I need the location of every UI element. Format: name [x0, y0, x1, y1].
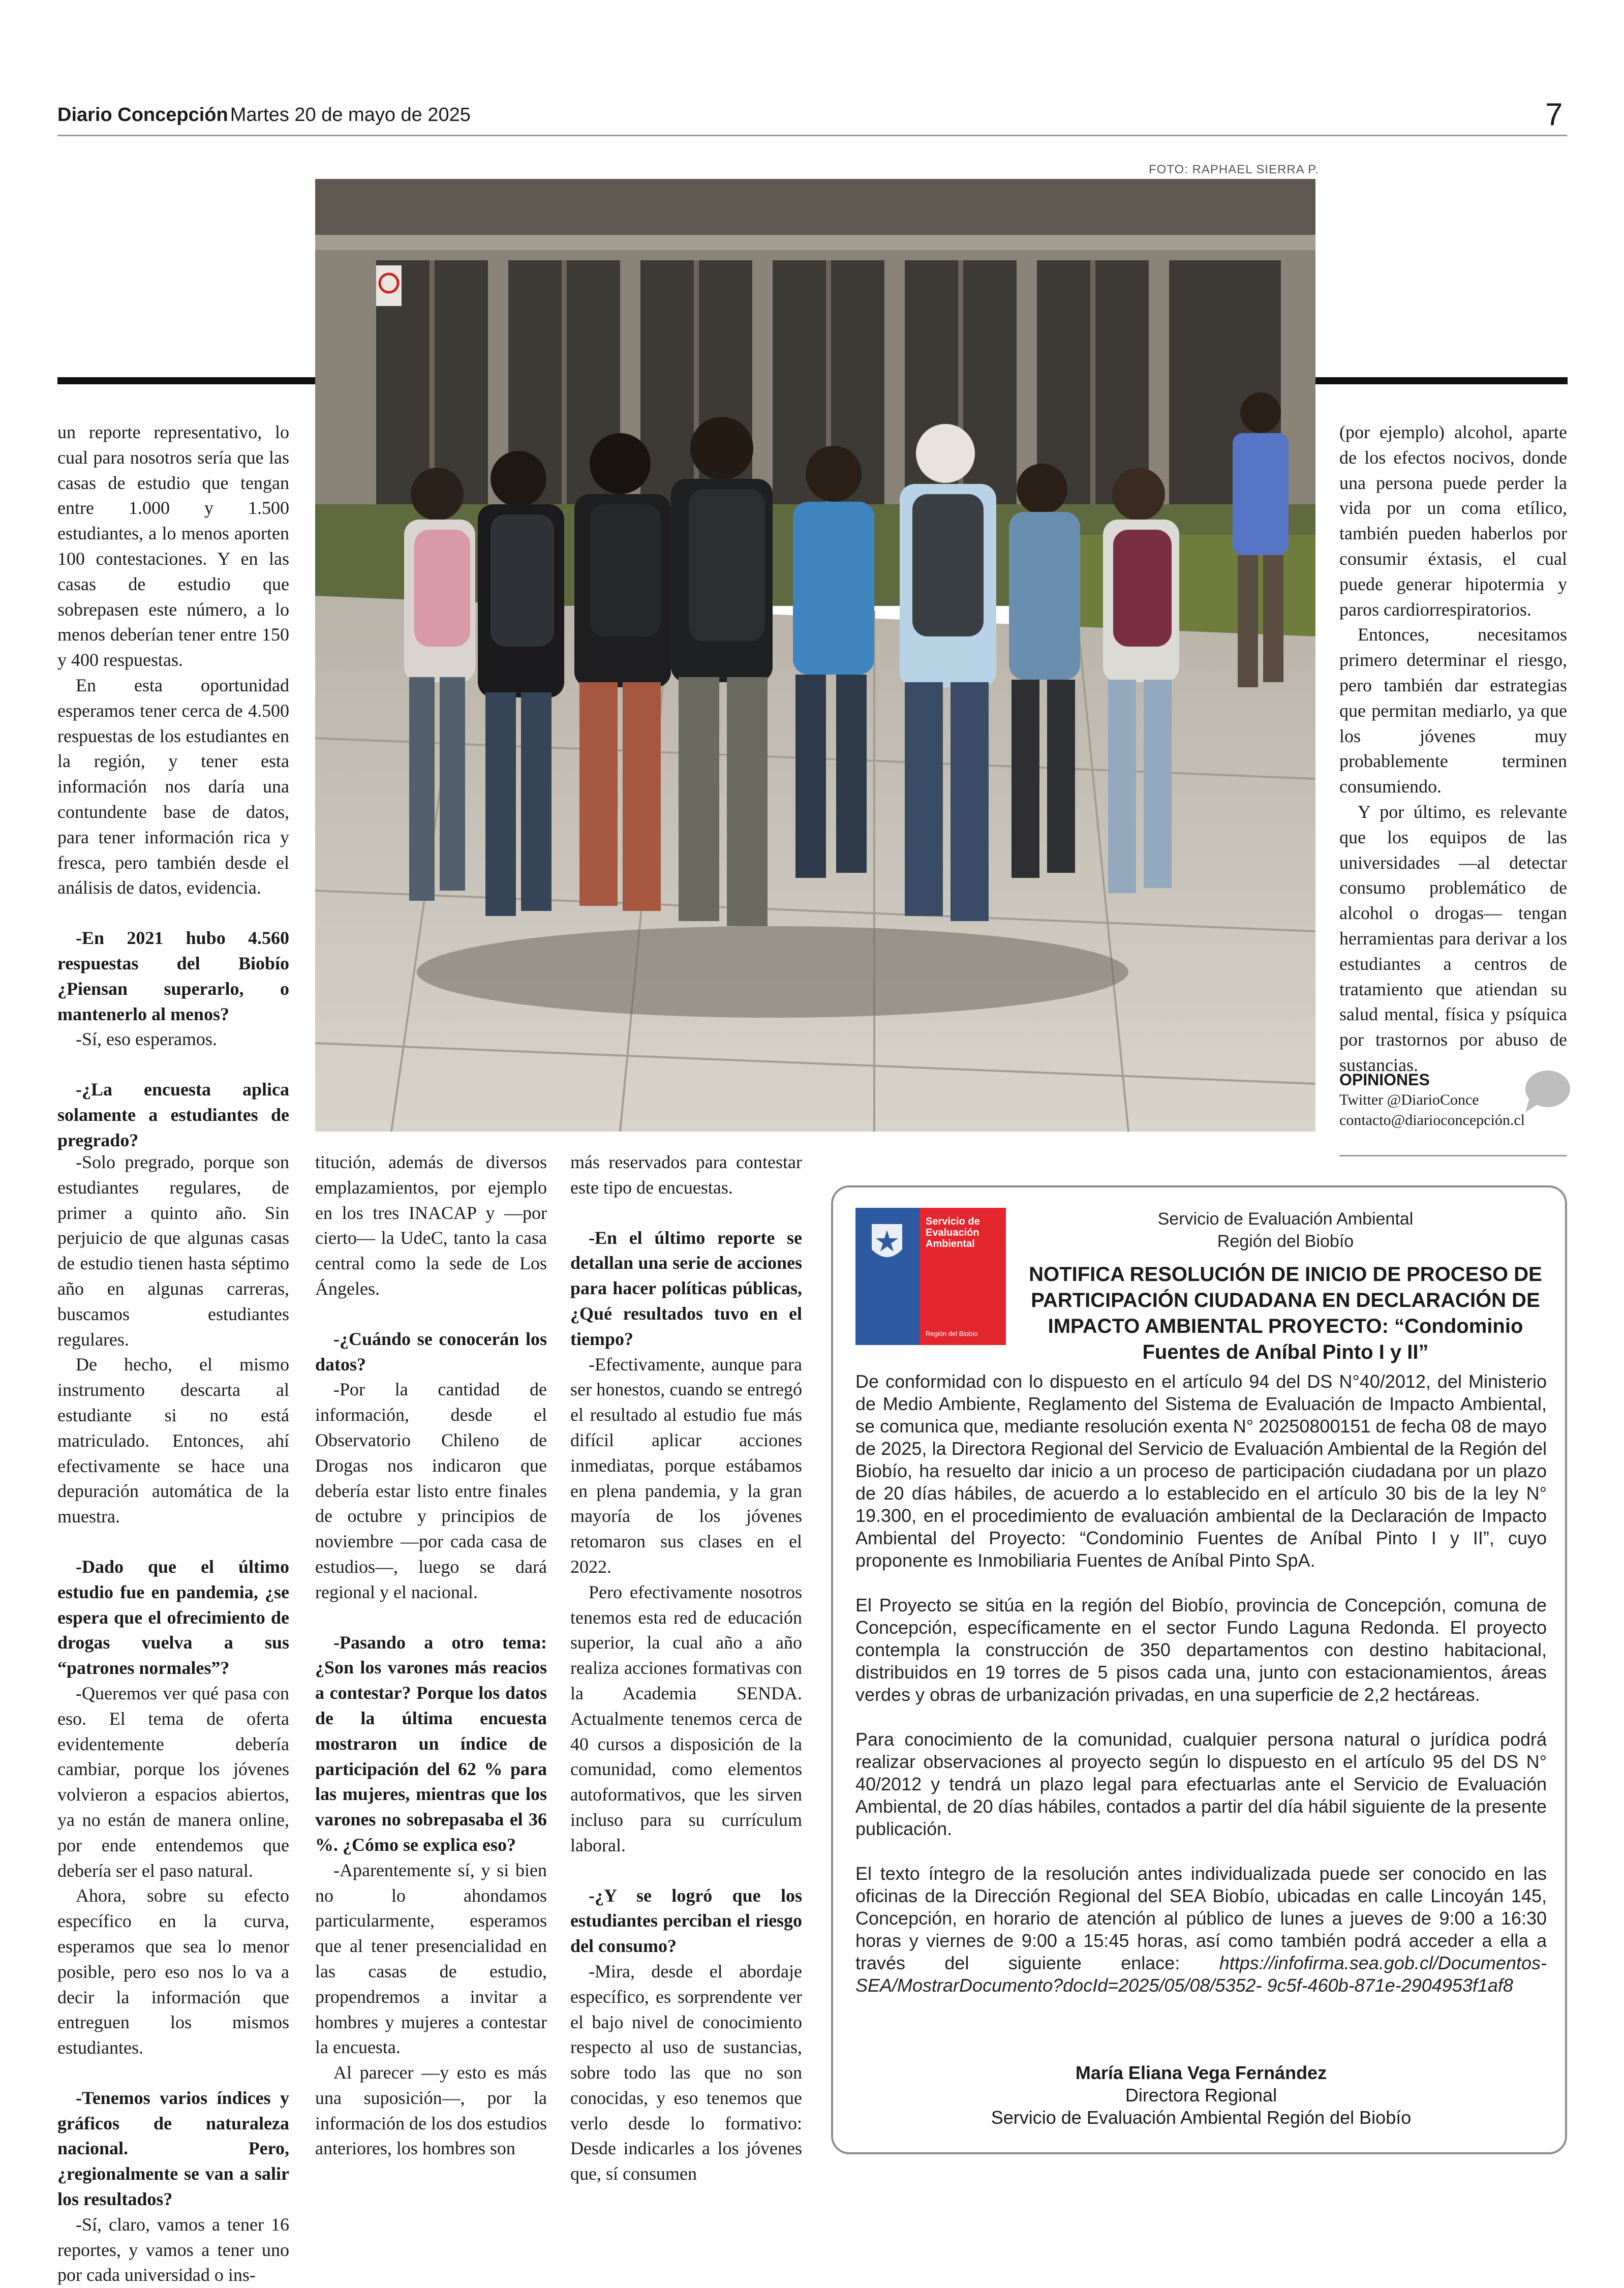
sea-logo	[855, 1208, 1006, 1345]
article-paragraph: -Sí, claro, vamos a tener 16 reportes, y vamos a tener uno por cada universidad o ins-	[57, 2214, 289, 2285]
article-paragraph: -Queremos ver qué pasa con eso. El tema de oferta evidentemente debería cambiar, porque los jóvenes volvieron a espacios abiertos, ya no están de manera online, por ende entendemos que debería ser el paso natural.	[57, 1683, 289, 1881]
opiniones-title: OPINIONES	[1339, 1071, 1430, 1089]
notice-body	[855, 1370, 1547, 2019]
page-number: 7	[1545, 97, 1563, 132]
section-rule-right	[1315, 377, 1568, 384]
students-walking-photo	[315, 179, 1315, 1132]
logo-line-3: Ambiental	[926, 1238, 975, 1249]
interview-question: -En el último reporte se detallan una serie de acciones para hacer políticas públicas, ¿Qué resultados tuvo en el tiempo?	[570, 1227, 802, 1349]
article-paragraph: Al parecer —y esto es más una suposición—, por la información de los dos estudios anteriores, los hombres son	[315, 2062, 547, 2159]
interview-question: -¿La encuesta aplica solamente a estudiantes de pregrado?	[57, 1079, 289, 1150]
article-column-1-top	[57, 420, 289, 1153]
issue-date: Martes 20 de mayo de 2025	[230, 104, 471, 126]
article-paragraph: Ahora, sobre su efecto específico en la curva, esperamos que sea lo menor posible, pero eso nos lo va a decir la información que entreguen los mismos estudiantes.	[57, 1885, 289, 2058]
notice-heading	[1026, 1208, 1545, 1365]
article-paragraph: En esta oportunidad esperamos tener cerca de 4.500 respuestas de los estudiantes en la región, y tener esta información nos daría una contundente base de datos, para tener información rica y fresca, pero también desde el análisis de datos, evidencia.	[57, 675, 289, 898]
notice-paragraph-4	[855, 1863, 1547, 1997]
article-paragraph: -Aparentemente sí, y si bien no lo ahondamos particularmente, esperamos que al tener presencialidad en las casas de estudio, propendremos a invitar a hombres y mujeres a contestar la encuesta.	[315, 1859, 547, 2058]
interview-question: -¿Y se logró que los estudiantes perciban el riesgo del consumo?	[570, 1885, 802, 1957]
signer-role: Directora Regional	[1125, 2085, 1277, 2106]
notice-signature	[855, 2062, 1547, 2129]
interview-question: -Tenemos varios índices y gráficos de naturaleza nacional. Pero, ¿regionalmente se van a salir los resultados?	[57, 2087, 289, 2210]
logo-line-1: Servicio de	[926, 1216, 980, 1227]
article-paragraph: -Sí, eso esperamos.	[76, 1029, 217, 1050]
contact-email[interactable]: contacto@diarioconcepción.cl	[1339, 1112, 1525, 1128]
article-paragraph: Y por último, es relevante que los equipos de las universidades —al detectar consumo problemático de alcohol o drogas— tengan herramientas para derivar a los estudiantes a centros de tratamiento que atiendan su salud mental, física y psíquica por trastornos por abuso de sustancias.	[1339, 801, 1567, 1075]
notice-paragraph-2: El Proyecto se sitúa en la región del Biobío, provincia de Concepción, comuna de Concepción, específicamente en el sector Fundo Laguna Redonda. El proyecto contempla la construcción de 350 departamentos con destino habitacional, distribuidos en 19 torres de 5 pisos cada una, junto con estacionamientos, áreas verdes y obras de urbanización privadas, en una superficie de 2,2 hectáreas.	[855, 1595, 1547, 1705]
notice-paragraph-3: Para conocimiento de la comunidad, cualquier persona natural o jurídica podrá realizar observaciones al proyecto según lo dispuesto en el artículo 95 del DS N° 40/2012 y tendrá un plazo legal para efectuarlas ante el Servicio de Evaluación Ambiental, de 20 días hábiles, contados a partir del día hábil siguiente de la presente publicación.	[855, 1729, 1547, 1839]
interview-question: -En 2021 hubo 4.560 respuestas del Biobío ¿Piensan superarlo, o mantenerlo al menos?	[57, 928, 289, 1024]
article-column-4	[1339, 420, 1567, 1078]
article-column-1-bottom	[57, 1150, 289, 2288]
opiniones-divider	[1339, 1155, 1567, 1156]
interview-question: -Pasando a otro tema: ¿Son los varones más reacios a contestar? Porque los datos de la última encuesta mostraron un índice de participación del 62 % para las mujeres, mientras que los varones no sobrepasaba el 36 %. ¿Cómo se explica eso?	[315, 1632, 547, 1855]
signer-org: Servicio de Evaluación Ambiental Región del Biobío	[991, 2107, 1412, 2128]
notice-org: Servicio de Evaluación Ambiental	[1157, 1209, 1414, 1229]
article-paragraph: -Mira, desde el abordaje específico, es sorprendente ver el bajo nivel de conocimiento respecto al uso de sustancias, sobre todo las que no son conocidas, y eso tenemos que verlo desde lo formativo: Desde indicarles a los jóvenes que, sí consumen	[570, 1961, 802, 2184]
interview-question: -¿Cuándo se conocerán los datos?	[315, 1328, 547, 1375]
article-paragraph: más reservados para contestar este tipo de encuestas.	[570, 1152, 802, 1198]
notice-title: NOTIFICA RESOLUCIÓN DE INICIO DE PROCESO DE PARTICIPACIÓN CIUDADANA EN DECLARACIÓN DE IMPACTO AMBIENTAL PROYECTO: “Condominio Fuentes de Aníbal Pinto I y II”	[1029, 1263, 1542, 1363]
article-paragraph: -Solo pregrado, porque son estudiantes regulares, de primer a quinto año. Sin perjuicio de que algunas casas de estudio tienen hasta séptimo año en algunas carreras, buscamos estudiantes regulares.	[57, 1152, 289, 1350]
article-paragraph: titución, además de diversos emplazamientos, por ejemplo en los tres INACAP y —por cierto— la UdeC, tanto la casa central como la sede de Los Ángeles.	[315, 1152, 547, 1299]
notice-region: Región del Biobío	[1217, 1232, 1354, 1251]
photo-credit: FOTO: RAPHAEL SIERRA P.	[1149, 163, 1319, 176]
logo-region: Región del Biobío	[926, 1330, 978, 1337]
speech-bubble-icon	[1522, 1070, 1570, 1113]
notice-paragraph-1: De conformidad con lo dispuesto en el artículo 94 del DS N°40/2012, del Ministerio de Medio Ambiente, Reglamento del Sistema de Evaluación de Impacto Ambiental, se comunica que, mediante resolución exenta N° 20250800151 de fecha 08 de mayo de 2025, la Directora Regional del Servicio de Evaluación Ambiental de la Región del Biobío, ha resuelto dar inicio a un proceso de participación ciudadana por un plazo de 20 días hábiles, de acuerdo a lo establecido en el artículo 30 bis de la ley N° 19.300, en el procedimiento de evaluación ambiental de la Declaración de Impacto Ambiental del Proyecto: “Condominio Fuentes de Aníbal Pinto I y II”, cuyo proponente es Inmobiliaria Fuentes de Aníbal Pinto SpA.	[855, 1371, 1547, 1571]
section-rule-left	[57, 377, 316, 384]
article-column-2	[315, 1150, 547, 2161]
coat-of-arms-icon	[862, 1214, 912, 1270]
document-link[interactable]: https://infofirma.sea.gob.cl/Documentos-SEA/MostrarDocumento?docId=2025/05/08/5352- 9c5f-460b-871e-2904953f1af8	[855, 1953, 1547, 1996]
interview-question: -Dado que el último estudio fue en pandemia, ¿se espera que el ofrecimiento de drogas vuelva a sus “patrones normales”?	[57, 1556, 289, 1679]
signer-name: María Eliana Vega Fernández	[1075, 2062, 1327, 2083]
article-column-3	[570, 1150, 802, 2187]
article-paragraph: -Por la cantidad de información, desde el Observatorio Chileno de Drogas nos indicaron que debería estar listo entre finales de octubre y principios de noviembre —por cada casa de estudios—, luego se dará regional y el nacional.	[315, 1379, 547, 1602]
article-paragraph: -Efectivamente, aunque para ser honestos, cuando se entregó el resultado al estudio fue más difícil aplicar acciones inmediatas, porque estábamos en plena pandemia, y la gran mayoría de los jóvenes retomaron sus clases en el 2022.	[570, 1354, 802, 1577]
article-paragraph: De hecho, el mismo instrumento descarta al estudiante si no está matriculado. Entonces, ahí efectivamente se hace una depuración automática de la muestra.	[57, 1354, 289, 1527]
public-notice-box	[831, 1185, 1567, 2154]
page-header	[57, 104, 1567, 136]
article-paragraph: Pero efectivamente nosotros tenemos esta red de educación superior, la cual año a año realiza acciones formativas con la Academia SENDA. Actualmente tenemos cerca de 40 cursos a disposición de la comunidad, como elementos autoformativos, que les sirven incluso para su currículum laboral.	[570, 1581, 802, 1855]
logo-line-2: Evaluación	[926, 1227, 979, 1238]
article-paragraph: (por ejemplo) alcohol, aparte de los efectos nocivos, donde una persona puede perder la vida por un coma etílico, también pueden haberlos por consumir éxtasis, el cual puede generar hipotermia y paros cardiorrespiratorios.	[1339, 422, 1567, 620]
notice-paragraph-4-text: El texto íntegro de la resolución antes individualizada puede ser conocido en las oficinas de la Dirección Regional del SEA Biobío, ubicadas en calle Lincoyán 145, Concepción, en horario de atención al público de lunes a jueves de 9:00 a 16:30 horas y viernes de 9:00 a 15:45 horas, así como también podrá acceder a ella a través del siguiente enlace:	[855, 1863, 1547, 1973]
twitter-handle[interactable]: Twitter @DiarioConce	[1339, 1091, 1479, 1108]
newspaper-name: Diario Concepción	[57, 104, 228, 126]
article-paragraph: un reporte representativo, lo cual para nosotros sería que las casas de estudio que tengan entre 1.000 y 1.500 estudiantes, a lo menos aporten 100 contestaciones. Y en las casas de estudio que sobrepasen este número, a lo menos deberían tener entre 150 y 400 respuestas.	[57, 422, 289, 670]
article-paragraph: Entonces, necesitamos primero determinar el riesgo, pero también dar estrategias que permitan mediarlo, ya que los jóvenes muy probablemente terminen consumiendo.	[1339, 624, 1567, 797]
